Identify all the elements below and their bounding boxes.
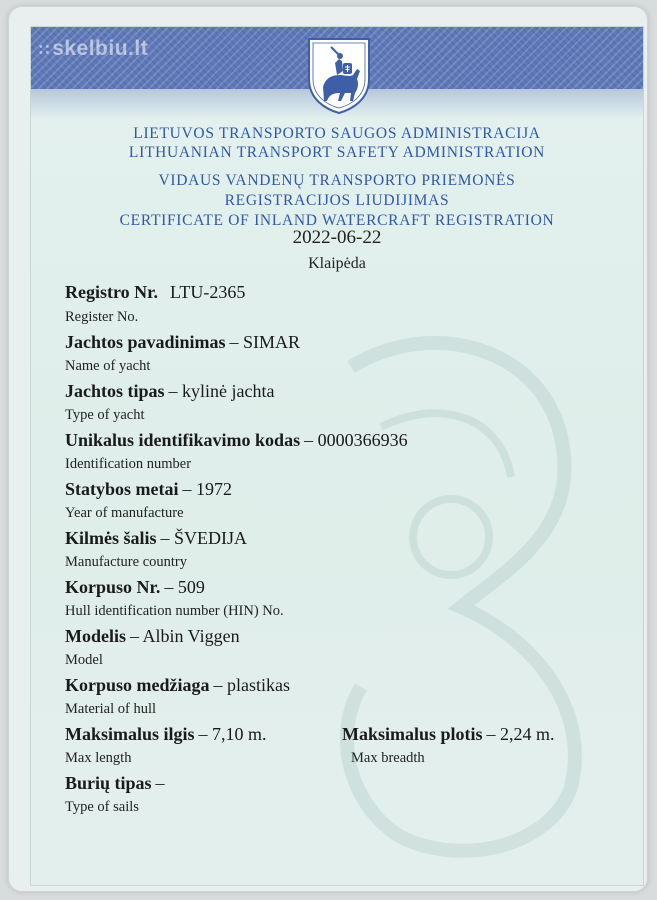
sails-en: Type of sails: [65, 799, 139, 815]
year-row: [65, 479, 232, 500]
issue-date: 2022-06-22: [292, 227, 382, 248]
yacht-type-label: Jachtos tipas: [65, 381, 165, 401]
vytis-coat-of-arms-icon: [305, 35, 373, 115]
background-security-emblem: [291, 307, 611, 867]
model-value: – Albin Viggen: [130, 626, 240, 646]
certificate-title-lt-line1: VIDAUS VANDENŲ TRANSPORTO PRIEMONĖS: [158, 172, 516, 189]
material-en: Material of hull: [65, 701, 157, 717]
yacht-type-row: [65, 381, 274, 402]
ident-code-row: [65, 430, 408, 451]
agency-name-en: LITHUANIAN TRANSPORT SAFETY ADMINISTRATION: [128, 144, 546, 161]
model-row: [65, 626, 240, 647]
material-value: – plastikas: [213, 675, 291, 695]
hull-no-value: – 509: [164, 577, 205, 597]
model-en: Model: [65, 652, 103, 668]
register-no-label: Registro Nr.: [65, 282, 158, 302]
hull-no-row: [65, 577, 205, 598]
agency-name-lt: LIETUVOS TRANSPORTO SAUGOS ADMINISTRACIJA: [133, 125, 541, 142]
certificate-title-en: CERTIFICATE OF INLAND WATERCRAFT REGISTRATION: [119, 212, 555, 229]
ident-code-label: Unikalus identifikavimo kodas: [65, 430, 301, 450]
yacht-name-label: Jachtos pavadinimas: [65, 332, 226, 352]
country-en: Manufacture country: [65, 554, 187, 570]
max-breadth-row: [342, 724, 555, 745]
yacht-name-value: – SIMAR: [229, 332, 301, 352]
watermark-dots: ∷: [39, 42, 49, 59]
yacht-name-en: Name of yacht: [65, 358, 151, 374]
year-value: – 1972: [182, 479, 232, 499]
material-row: [65, 675, 290, 696]
max-breadth-label: Maksimalus plotis: [342, 724, 483, 744]
material-label: Korpuso medžiaga: [65, 675, 210, 695]
yacht-type-en: Type of yacht: [65, 407, 145, 423]
laminated-card: [8, 6, 648, 892]
max-length-value: – 7,10 m.: [198, 724, 267, 744]
country-row: [65, 528, 247, 549]
country-label: Kilmės šalis: [65, 528, 157, 548]
register-no-row: [65, 282, 245, 303]
year-en: Year of manufacture: [65, 505, 184, 521]
yacht-name-row: [65, 332, 300, 353]
yacht-type-value: – kylinė jachta: [168, 381, 275, 401]
max-breadth-en: Max breadth: [351, 750, 425, 766]
max-length-label: Maksimalus ilgis: [65, 724, 195, 744]
sails-label: Burių tipas: [65, 773, 152, 793]
watermark-text: skelbiu.lt: [52, 37, 149, 60]
certificate-title-lt-line2: REGISTRACIJOS LIUDIJIMAS: [224, 192, 450, 209]
ident-code-value: – 0000366936: [304, 430, 408, 450]
hull-no-en: Hull identification number (HIN) No.: [65, 603, 284, 619]
register-no-value: LTU-2365: [170, 282, 246, 302]
sails-row: [65, 773, 165, 794]
max-length-en: Max length: [65, 750, 132, 766]
ident-code-en: Identification number: [65, 456, 192, 472]
hull-no-label: Korpuso Nr.: [65, 577, 161, 597]
country-value: – ŠVEDIJA: [160, 528, 248, 548]
certificate-document: [30, 26, 644, 886]
issue-city: Klaipėda: [308, 255, 366, 272]
sails-value: –: [155, 773, 165, 793]
register-no-en: Register No.: [65, 309, 139, 325]
max-breadth-value: – 2,24 m.: [486, 724, 555, 744]
skelbiu-watermark: [39, 37, 148, 61]
max-length-row: [65, 724, 267, 745]
model-label: Modelis: [65, 626, 126, 646]
year-label: Statybos metai: [65, 479, 179, 499]
